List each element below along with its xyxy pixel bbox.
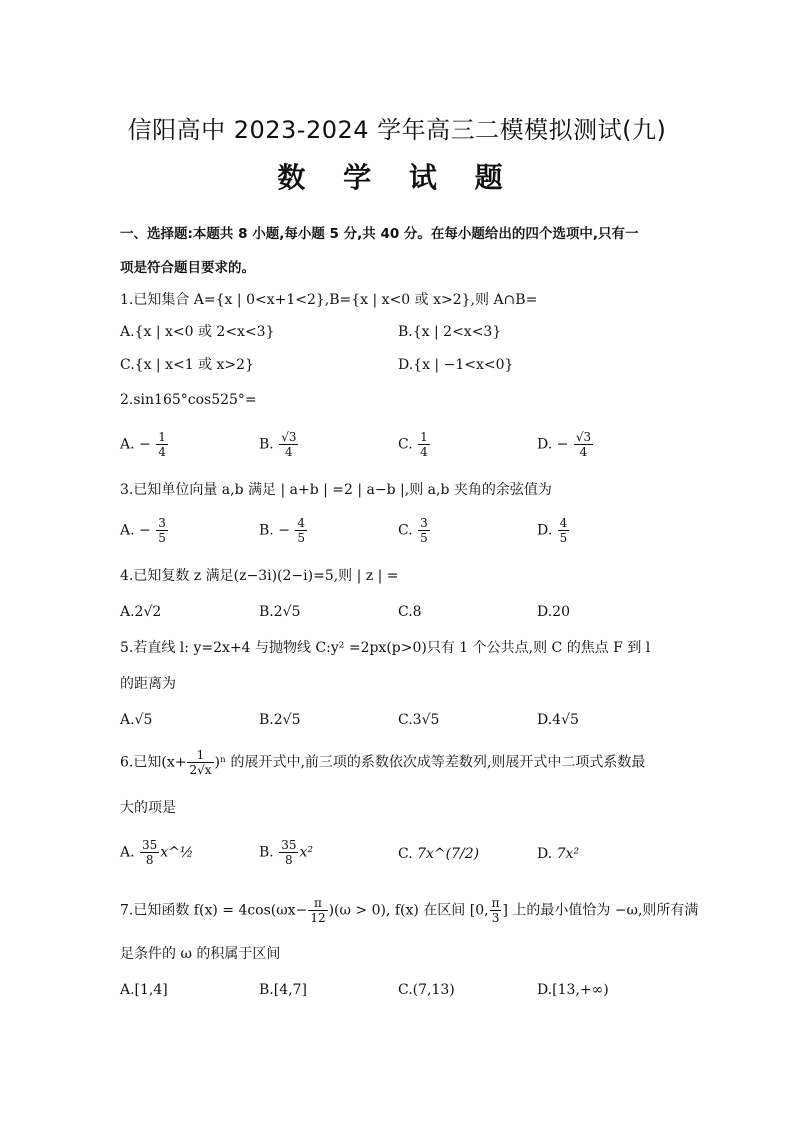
option-label: B. (259, 522, 274, 539)
option-tail: x² (299, 844, 313, 861)
fraction-denominator: 4 (579, 445, 588, 459)
option-label: C. (398, 846, 413, 862)
stem-text: 6.已知(x+ (120, 754, 187, 771)
option-fraction (558, 516, 570, 545)
option-fraction (295, 516, 307, 545)
question-6-option-c (398, 844, 479, 864)
fraction-numerator: π (491, 896, 500, 910)
option-label: B. (259, 436, 274, 453)
option-fraction (418, 516, 430, 545)
option-label: D. (537, 436, 553, 453)
question-2-option-d (537, 430, 594, 459)
option-fraction (140, 838, 159, 867)
fraction-denominator: 3 (491, 911, 500, 925)
question-1-option-c: C.{x | x<1 或 x>2} (120, 357, 254, 373)
question-6-option-a (120, 838, 194, 867)
stem-text: 7.已知函数 f(x) = 4cos(ωx− (120, 902, 308, 919)
exam-title: 信阳高中 2023-2024 学年高三二模模拟测试(九) (127, 116, 667, 144)
question-4-option-a: A.2√2 (120, 604, 162, 620)
fraction-denominator: 5 (420, 531, 428, 545)
option-label: D. (537, 846, 553, 862)
fraction-denominator: 8 (285, 853, 293, 867)
option-sign: − (139, 436, 151, 453)
question-3-stem: 3.已知单位向量 a,b 满足 | a+b | =2 | a−b |,则 a,b 夹角的余弦值为 (120, 482, 552, 498)
question-4-option-d: D.20 (537, 604, 570, 620)
fraction-numerator: √3 (575, 430, 592, 444)
stem-text: )ⁿ 的展开式中,前三项的系数依次成等差数列,则展开式中二项式系数最 (214, 754, 646, 771)
option-fraction (279, 838, 298, 867)
option-label: A. (120, 522, 135, 539)
question-1-option-d: D.{x | −1<x<0} (398, 357, 514, 373)
question-2-option-c (398, 430, 431, 459)
question-7-option-a: A.[1,4] (120, 982, 168, 998)
question-6-stem-line2: 大的项是 (120, 800, 176, 816)
question-4-stem: 4.已知复数 z 满足(z−3i)(2−i)=5,则 | z | = (120, 568, 399, 584)
question-3-option-b (259, 516, 308, 545)
option-text: 7x^(7/2) (417, 846, 480, 862)
question-5-option-b: B.2√5 (259, 712, 301, 728)
question-1-option-b: B.{x | 2<x<3} (398, 324, 502, 340)
option-fraction (156, 430, 168, 459)
exam-subtitle: 数 学 试 题 (277, 161, 517, 194)
question-7-option-c: C.(7,13) (398, 982, 455, 998)
option-fraction (279, 430, 298, 459)
fraction-numerator: 4 (559, 516, 568, 530)
question-7-option-b: B.[4,7] (259, 982, 307, 998)
option-label: A. (120, 436, 135, 453)
fraction-denominator: 5 (297, 531, 306, 545)
option-label: C. (398, 436, 413, 453)
stem-fraction (490, 896, 502, 925)
fraction-denominator: 12 (310, 911, 326, 925)
option-label: D. (537, 522, 553, 539)
question-6-stem (120, 748, 680, 777)
fraction-numerator: √3 (281, 430, 297, 444)
fraction-numerator: 3 (420, 516, 428, 530)
question-5-option-c: C.3√5 (398, 712, 440, 728)
question-3-option-a (120, 516, 169, 545)
section-heading-line1: 一、选择题:本题共 8 小题,每小题 5 分,共 40 分。在每小题给出的四个选项中,只有一 (120, 226, 639, 242)
question-3-option-d (537, 516, 570, 545)
option-sign: − (556, 436, 569, 453)
question-5-option-d: D.4√5 (537, 712, 579, 728)
fraction-numerator: 1 (420, 430, 428, 444)
stem-text: )(ω > 0), f(x) 在区间 [0, (328, 902, 489, 919)
fraction-numerator: 4 (297, 516, 306, 530)
fraction-numerator: 3 (158, 516, 166, 530)
fraction-numerator: π (308, 896, 327, 911)
fraction-denominator: 2√x (189, 763, 212, 777)
fraction-denominator: 5 (559, 531, 568, 545)
fraction-numerator: 1 (158, 430, 166, 444)
option-sign: − (139, 522, 151, 539)
question-7-stem-line2: 足条件的 ω 的积属于区间 (120, 946, 281, 962)
question-3-option-c (398, 516, 431, 545)
fraction-numerator: 35 (142, 838, 158, 852)
stem-fraction (308, 896, 327, 925)
fraction-denominator: 5 (158, 531, 166, 545)
question-2-stem: 2.sin165°cos525°= (120, 392, 257, 408)
stem-text: ] 上的最小值恰为 −ω,则所有满 (502, 902, 699, 919)
question-4-option-c: C.8 (398, 604, 422, 620)
option-sign: − (278, 522, 290, 539)
fraction-numerator: 35 (281, 838, 297, 852)
option-label: C. (398, 522, 413, 539)
fraction-numerator: 1 (187, 748, 213, 763)
option-fraction (574, 430, 593, 459)
fraction-denominator: 4 (285, 445, 293, 459)
option-tail: x^½ (160, 844, 194, 861)
question-7-stem (120, 896, 699, 925)
option-text: 7x² (556, 846, 580, 862)
question-6-option-b (259, 838, 313, 867)
fraction-denominator: 8 (145, 853, 154, 867)
question-5-stem: 5.若直线 l: y=2x+4 与抛物线 C:y² =2px(p>0)只有 1 个公共点,则 C 的焦点 F 到 l (120, 640, 651, 656)
fraction-denominator: 4 (420, 445, 428, 459)
question-5-option-a: A.√5 (120, 712, 153, 728)
question-5-stem-line2: 的距离为 (120, 676, 176, 692)
fraction-denominator: 4 (158, 445, 166, 459)
question-2-option-b (259, 430, 299, 459)
question-1-option-a: A.{x | x<0 或 2<x<3} (120, 324, 275, 340)
question-6-option-d (537, 844, 579, 864)
stem-fraction (187, 748, 213, 777)
question-4-option-b: B.2√5 (259, 604, 301, 620)
question-7-option-d: D.[13,+∞) (537, 982, 609, 998)
option-label: A. (120, 844, 135, 861)
option-label: B. (259, 844, 274, 861)
section-heading-line2: 项是符合题目要求的。 (120, 260, 255, 276)
option-fraction (418, 430, 430, 459)
question-2-option-a (120, 430, 169, 459)
question-1-stem: 1.已知集合 A={x | 0<x+1<2},B={x | x<0 或 x>2},则 A∩B= (120, 292, 538, 308)
option-fraction (156, 516, 168, 545)
